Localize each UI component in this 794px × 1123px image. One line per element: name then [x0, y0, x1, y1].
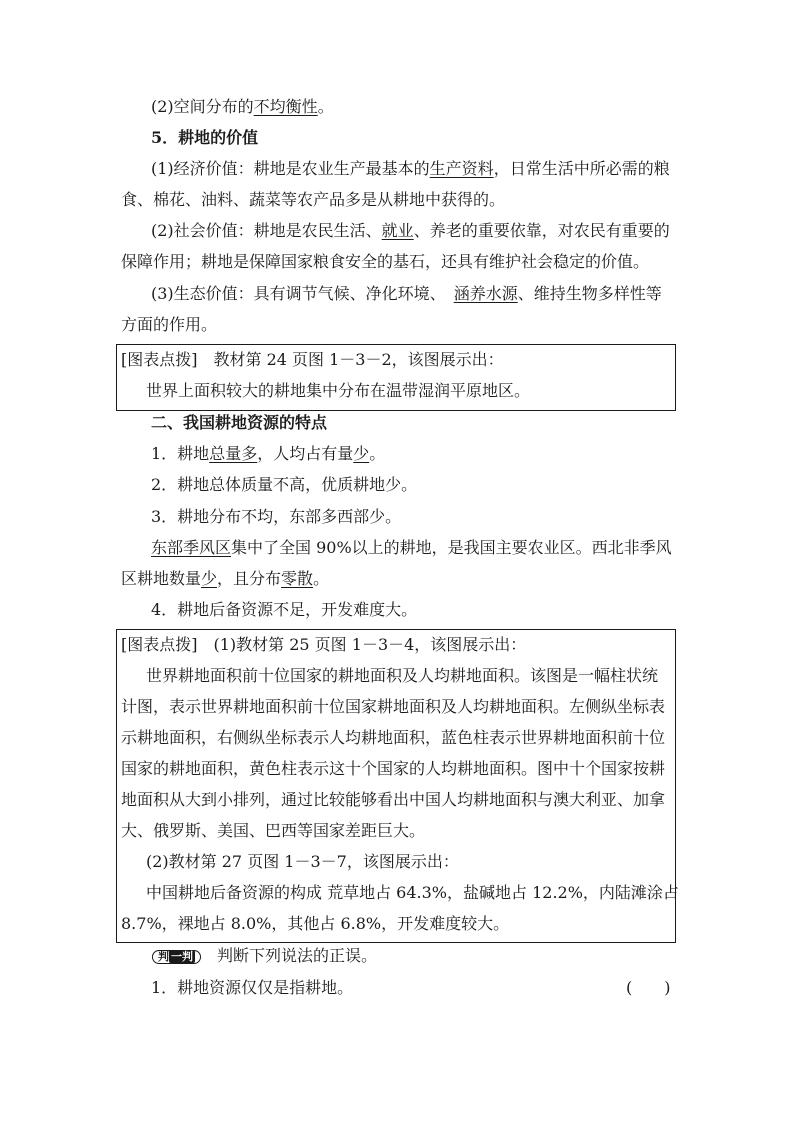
- chart-tip-1-text: 世界上面积较大的耕地集中分布在温带湿润平原地区。: [146, 381, 531, 400]
- chart-tip-2-heading: [图表点拨] (1)教材第 25 页图 1－3－4，该图展示出：: [121, 635, 527, 654]
- feature-4: 4．耕地后备资源不足，开发难度大。: [151, 600, 418, 619]
- chart-tip-box-2: [116, 629, 679, 943]
- feature-2: 2．耕地总体质量不高，优质耕地少。: [151, 475, 418, 494]
- feature-1: 1．耕地总量多，人均占有量少。: [151, 444, 386, 463]
- spatial-distribution-line: (2)空间分布的不均衡性。: [151, 97, 334, 116]
- judge-badge: 判 一判: [152, 950, 201, 964]
- question-1: 1．耕地资源仅仅是指耕地。: [151, 978, 354, 997]
- chart-tip-2-line: 国家的耕地面积，黄色柱表示这十个国家的人均耕地面积。图中十个国家按耕: [121, 759, 666, 778]
- feature-3-detail-line-2: 区耕地数量少，且分布零散。: [121, 569, 330, 588]
- chart-tip-2-line: 地面积从大到小排列，通过比较能够看出中国人均耕地面积与澳大利亚、加拿: [121, 790, 666, 809]
- chart-tip-2-subheading: (2)教材第 27 页图 1－3－7，该图展示出：: [146, 852, 459, 871]
- chart-tip-2-line: 大、俄罗斯、美国、巴西等国家差距巨大。: [121, 821, 426, 840]
- feature-3-detail-line-1: 东部季风区集中了全国 90%以上的耕地，是我国主要农业区。西北非季风: [151, 538, 672, 557]
- section-title-china-farmland: 二、我国耕地资源的特点: [151, 413, 328, 432]
- chart-tip-2-line: 计图，表示世界耕地面积前十位国家耕地面积及人均耕地面积。左侧纵坐标表: [121, 697, 666, 716]
- social-value-line-2: 保障作用；耕地是保障国家粮食安全的基石，还具有维护社会稳定的价值。: [121, 252, 650, 271]
- judge-exercise-heading: 判 一判 判断下列说法的正误。: [152, 946, 708, 966]
- chart-tip-1-heading: [图表点拨] 教材第 24 页图 1－3－2，该图展示出：: [121, 350, 504, 369]
- social-value-line-1: (2)社会价值：耕地是农民生活、就业、养老的重要依靠，对农民有重要的: [151, 221, 670, 240]
- chart-tip-2-line: 示耕地面积，右侧纵坐标表示人均耕地面积，蓝色柱表示世界耕地面积前十位: [121, 728, 666, 747]
- chart-tip-2-line: 8.7%，裸地占 8.0%，其他占 6.8%，开发难度较大。: [121, 914, 510, 933]
- chart-tip-2-line: 世界耕地面积前十位国家的耕地面积及人均耕地面积。该图是一幅柱状统: [146, 666, 659, 685]
- heading-farmland-value: 5．耕地的价值: [151, 128, 259, 147]
- economic-value-line-2: 食、棉花、油料、蔬菜等农产品多是从耕地中获得的。: [121, 190, 506, 209]
- ecological-value-line-1: (3)生态价值：具有调节气候、净化环境、 涵养水源、维持生物多样性等: [151, 284, 662, 303]
- feature-3: 3．耕地分布不均，东部多西部少。: [151, 507, 402, 526]
- chart-tip-2-line: 中国耕地后备资源的构成 荒草地占 64.3%，盐碱地占 12.2%，内陆滩涂占: [146, 883, 679, 902]
- economic-value-line-1: (1)经济价值：耕地是农业生产最基本的生产资料，日常生活中所必需的粮: [151, 159, 670, 178]
- chart-tip-box-1: [116, 344, 676, 411]
- answer-blank[interactable]: ( ): [626, 978, 671, 997]
- ecological-value-line-2: 方面的作用。: [121, 315, 218, 334]
